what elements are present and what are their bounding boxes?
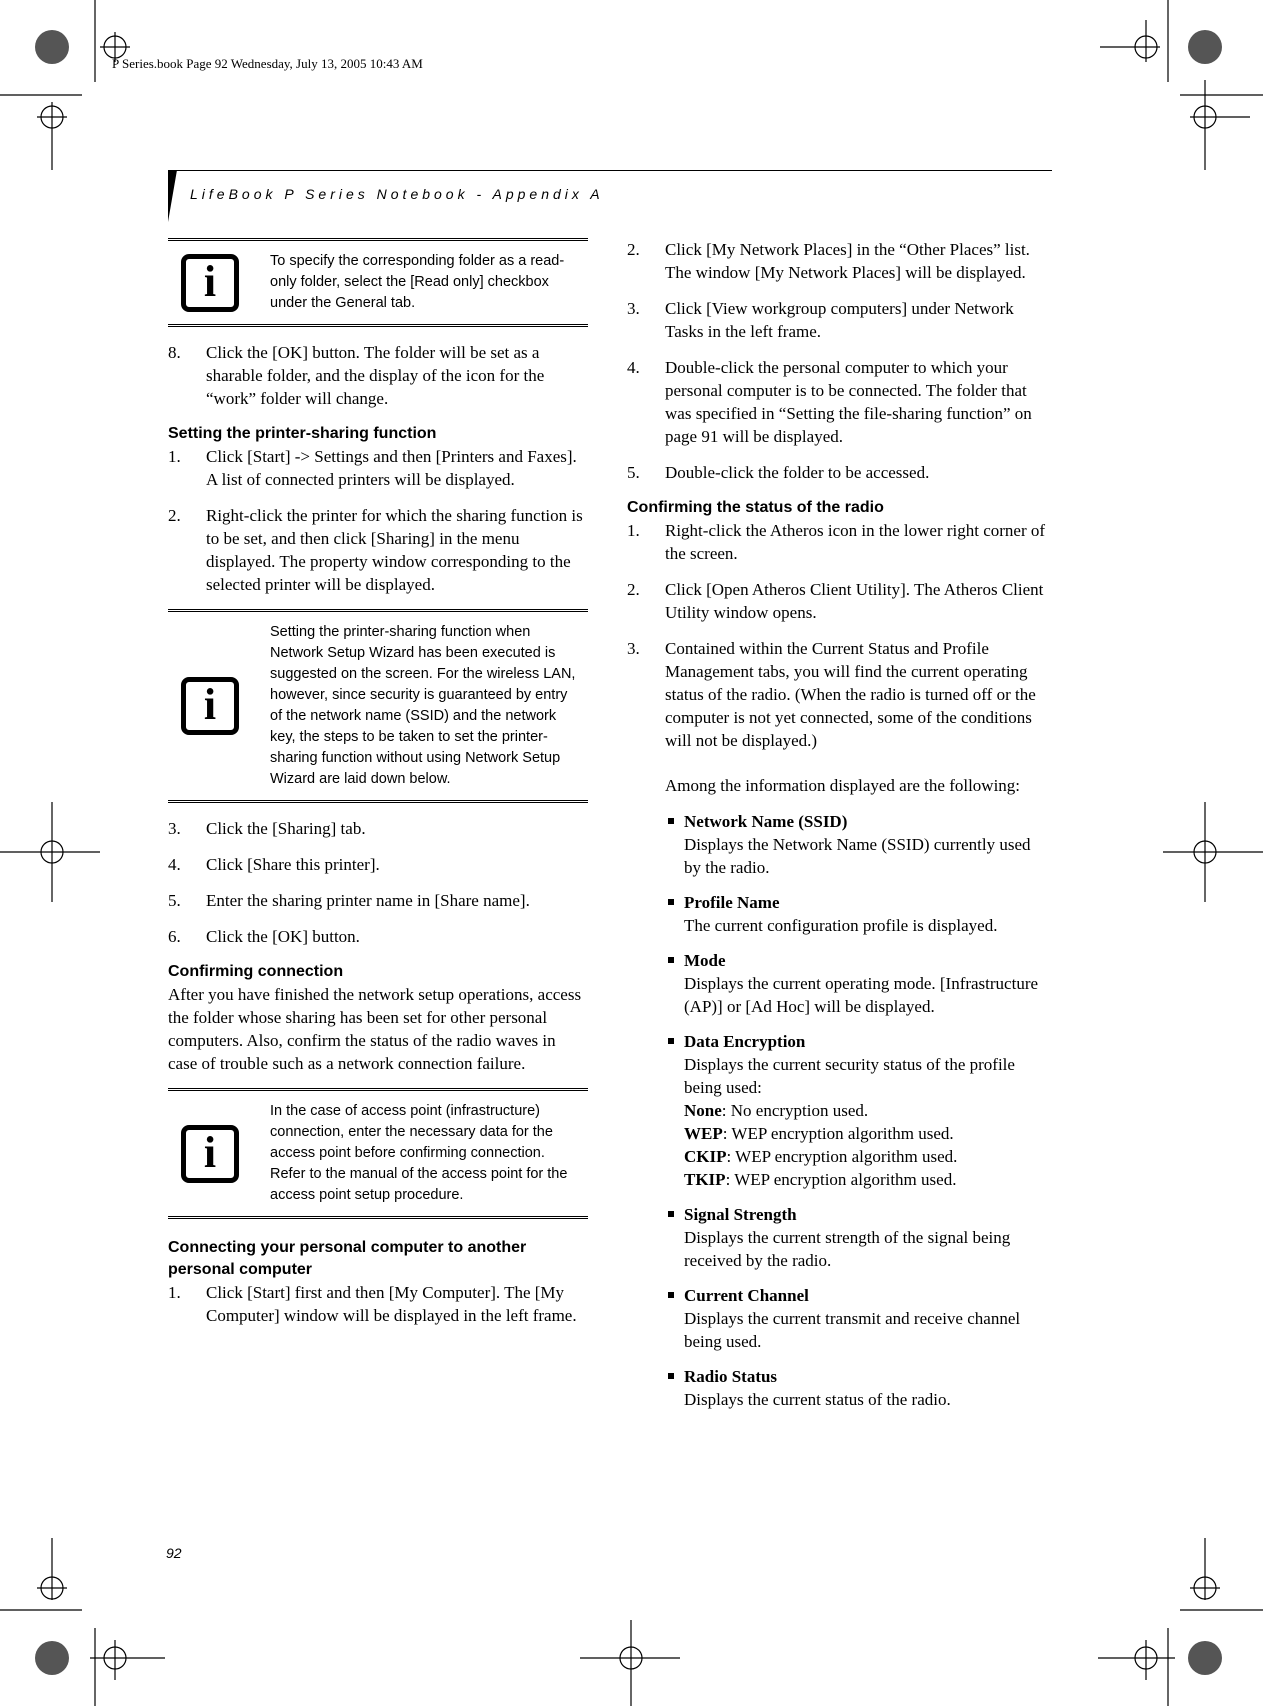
note-text: In the case of access point (infrastructure) connection, enter the necessary data for the access point before confirming connection. Refer to the manual of the access point for the access point setup procedure. <box>270 1103 568 1203</box>
info-icon: i <box>181 677 239 735</box>
list-item: 1. Click [Start] first and then [My Computer]. The [My Computer] window will be displayed in the left frame. <box>168 1283 577 1325</box>
list-item: 5. Enter the sharing printer name in [Share name]. <box>168 891 530 910</box>
running-header: LifeBook P Series Notebook - Appendix A <box>190 186 604 202</box>
left-column <box>168 238 588 1340</box>
list-item: 2. Click [My Network Places] in the “Other Places” list. The window [My Network Places] will be displayed. <box>627 240 1030 282</box>
info-note <box>168 238 588 327</box>
section-heading: Confirming connection <box>168 963 344 980</box>
list-item: 8. Click the [OK] button. The folder will be set as a sharable folder, and the display of the icon for the “work” folder will change. <box>168 343 545 408</box>
page-number: 92 <box>166 1545 182 1561</box>
info-icon: i <box>181 254 239 312</box>
section-heading: Connecting your personal computer to another personal computer <box>168 1239 527 1278</box>
info-note <box>168 609 588 803</box>
list-item: Network Name (SSID) Displays the Network Name (SSID) currently used by the radio. <box>627 810 1047 879</box>
right-column <box>627 238 1047 1423</box>
list-item: 3. Contained within the Current Status and Profile Management tabs, you will find the current operating status of the radio. (When the radio is turned off or the computer is not yet connected, some of the conditions will not be displayed.) <box>627 639 1036 750</box>
list-item: 4. Double-click the personal computer to which your personal computer is to be connected. The folder that was specified in “Setting the file-sharing function” on page 91 will be displayed. <box>627 358 1032 446</box>
list-item: Data Encryption Displays the current security status of the profile being used: None: No encryption used. WEP: WEP encryption algorithm used. CKIP: WEP encryption algorithm used. TKIP: WEP encryption algorithm used. <box>627 1030 1047 1191</box>
list-item: Mode Displays the current operating mode. [Infrastructure (AP)] or [Ad Hoc] will be displayed. <box>627 949 1047 1018</box>
note-text: To specify the corresponding folder as a read-only folder, select the [Read only] checkbox under the General tab. <box>270 253 565 311</box>
header-rule <box>168 170 1052 171</box>
list-item: 1. Right-click the Atheros icon in the lower right corner of the screen. <box>627 521 1046 563</box>
header-tab-marker <box>168 170 177 222</box>
list-item: 1. Click [Start] -> Settings and then [Printers and Faxes]. A list of connected printers will be displayed. <box>168 447 577 489</box>
list-item: Profile Name The current configuration profile is displayed. <box>627 891 1047 937</box>
list-item: 6. Click the [OK] button. <box>168 927 360 946</box>
list-item: 3. Click [View workgroup computers] under Network Tasks in the left frame. <box>627 299 1014 341</box>
list-item: 5. Double-click the folder to be accessed. <box>627 463 930 482</box>
info-list <box>627 810 1047 1411</box>
section-heading: Setting the printer-sharing function <box>168 425 437 442</box>
list-item: 4. Click [Share this printer]. <box>168 855 380 874</box>
info-icon: i <box>181 1125 239 1183</box>
section-heading: Confirming the status of the radio <box>627 499 884 516</box>
paragraph: Among the information displayed are the following: <box>665 776 1021 795</box>
print-slug: P Series.book Page 92 Wednesday, July 13, 2005 10:43 AM <box>112 56 423 71</box>
list-item: 2. Click [Open Atheros Client Utility]. The Atheros Client Utility window opens. <box>627 580 1044 622</box>
list-item: Signal Strength Displays the current strength of the signal being received by the radio. <box>627 1203 1047 1272</box>
list-item: 2. Right-click the printer for which the sharing function is to be set, and then click [Sharing] in the menu displayed. The property window corresponding to the selected printer will be displayed. <box>168 506 583 594</box>
list-item: 3. Click the [Sharing] tab. <box>168 819 366 838</box>
list-item: Current Channel Displays the current transmit and receive channel being used. <box>627 1284 1047 1353</box>
note-text: Setting the printer-sharing function when Network Setup Wizard has been executed is suggested on the screen. For the wireless LAN, however, since security is guaranteed by entry of the network name (SSID) and the network key, the steps to be taken to set the printer-sharing function without using Network Setup Wizard are laid down below. <box>270 624 576 787</box>
info-note <box>168 1088 588 1219</box>
list-item: Radio Status Displays the current status of the radio. <box>627 1365 1047 1411</box>
paragraph: After you have finished the network setup operations, access the folder whose sharing has been set for other personal computers. Also, confirm the status of the radio waves in case of trouble such as a network connection failure. <box>168 985 582 1073</box>
